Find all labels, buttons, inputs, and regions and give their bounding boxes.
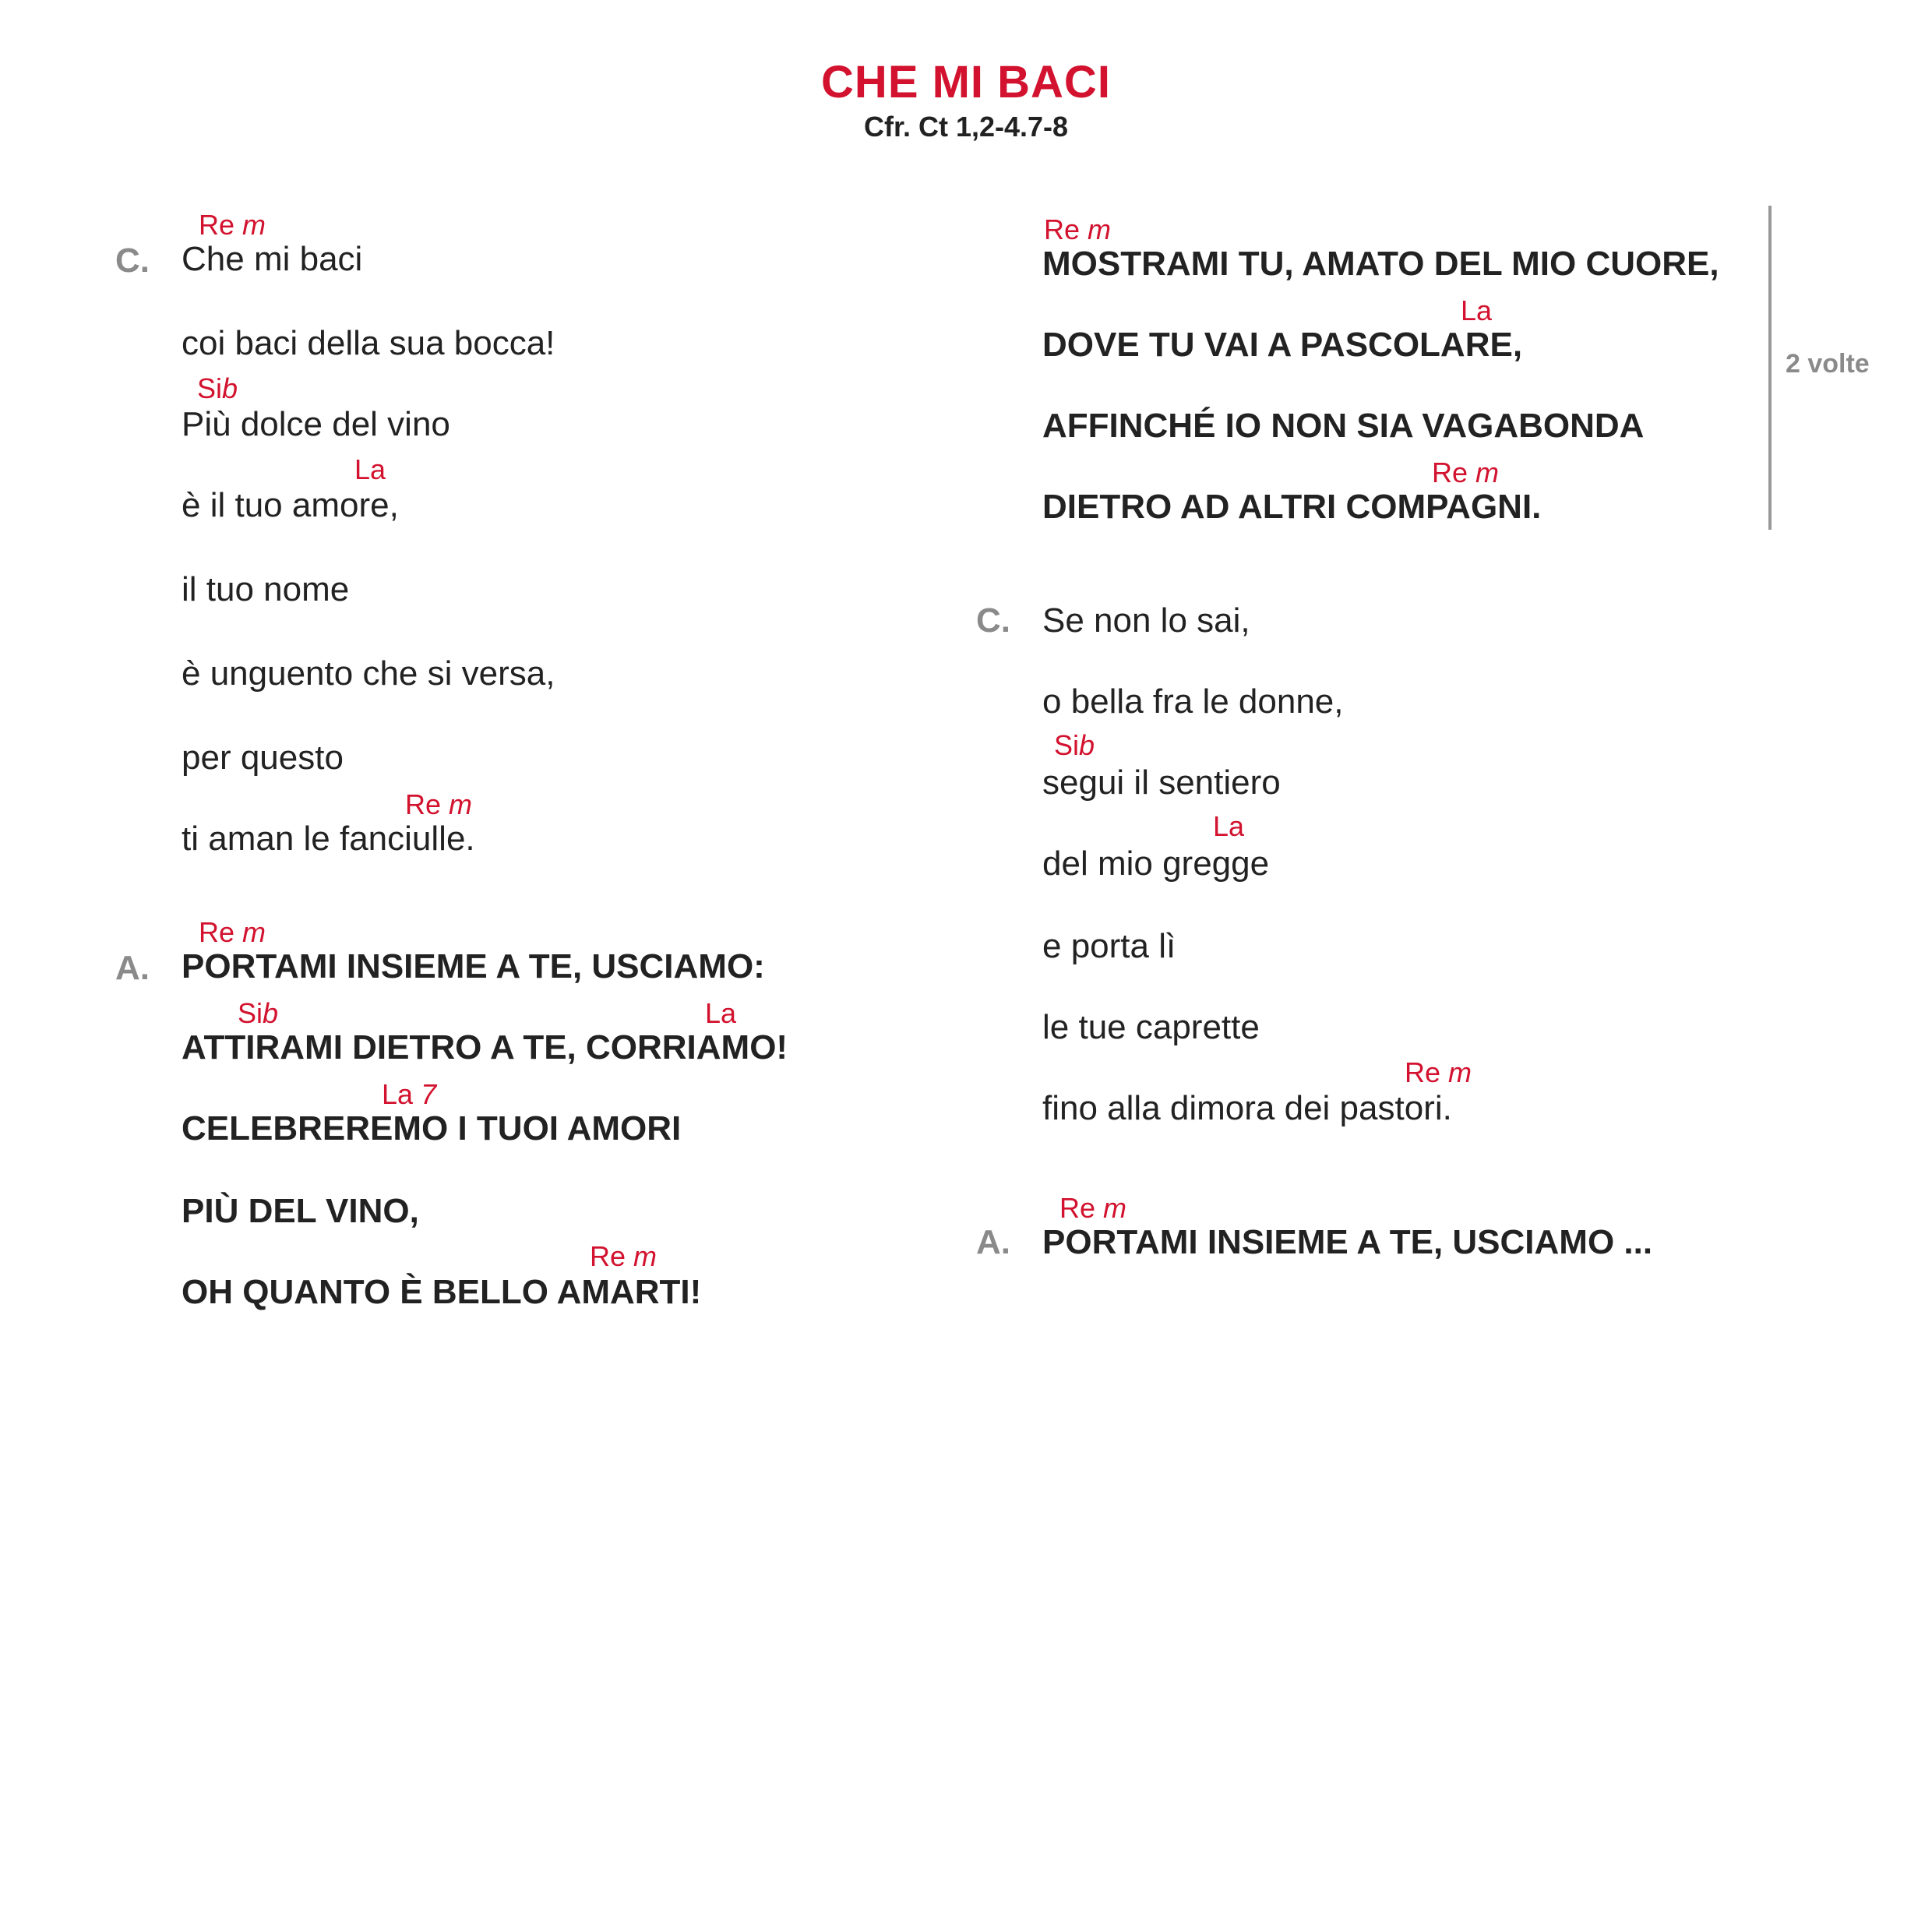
refrain-line: AFFINCHÉ IO NON SIA VAGABONDA (1042, 407, 1645, 445)
chord-la: La (1213, 810, 1245, 842)
chord-re-minor: Re m (1432, 457, 1500, 488)
refrain-line: DOVE TU VAI A PASCOLARE, (1042, 326, 1523, 364)
chord-si-flat: Sib (1054, 729, 1095, 761)
lyric-line: Se non lo sai, (1042, 601, 1250, 640)
scripture-reference: Cfr. Ct 1,2-4.7-8 (863, 111, 1069, 143)
refrain-line: PORTAMI INSIEME A TE, USCIAMO: (182, 947, 765, 985)
assembly-marker: A. (115, 949, 150, 987)
chord-re-minor: Re m (1405, 1056, 1472, 1088)
refrain-line: PORTAMI INSIEME A TE, USCIAMO ... (1042, 1223, 1653, 1261)
assembly-marker: A. (976, 1223, 1010, 1261)
lyric-line: è unguento che si versa, (182, 654, 555, 693)
chord-re-minor: Re m (199, 916, 266, 948)
chord-si-flat: Sib (238, 997, 279, 1029)
refrain-line: DIETRO AD ALTRI COMPAGNI. (1042, 488, 1542, 526)
lyric-line: segui il sentiero (1042, 763, 1281, 802)
lyric-line: fino alla dimora dei pastori. (1042, 1089, 1452, 1127)
chord-la: La (705, 997, 737, 1029)
chord-re-minor: Re m (199, 209, 266, 241)
refrain-line: ATTIRAMI DIETRO A TE, CORRIAMO! (182, 1028, 788, 1066)
chord-re-minor: Re m (1059, 1192, 1127, 1224)
lyric-line: del mio gregge (1042, 844, 1270, 883)
lyric-line: ti aman le fanciulle. (182, 820, 475, 858)
chord-re-minor: Re m (1044, 213, 1112, 245)
lyric-line: Che mi baci (182, 240, 363, 278)
refrain-line: MOSTRAMI TU, AMATO DEL MIO CUORE, (1042, 245, 1719, 283)
lyric-line: Più dolce del vino (182, 405, 450, 443)
refrain-line: OH QUANTO È BELLO AMARTI! (182, 1273, 702, 1311)
repeat-label: 2 volte (1786, 349, 1870, 379)
repeat-bracket (1768, 206, 1772, 530)
lyric-line: il tuo nome (182, 570, 350, 608)
song-title: CHE MI BACI (821, 57, 1111, 108)
lyric-line: o bella fra le donne, (1042, 682, 1344, 721)
chord-la: La (354, 453, 386, 485)
lyric-line: e porta lì (1042, 927, 1176, 965)
chord-re-minor: Re m (405, 788, 473, 820)
chord-la-7: La 7 (382, 1078, 437, 1110)
chord-si-flat: Sib (197, 372, 238, 404)
chord-re-minor: Re m (590, 1240, 658, 1272)
cantor-marker: C. (976, 601, 1010, 640)
refrain-line: PIÙ DEL VINO, (182, 1192, 419, 1230)
cantor-marker: C. (115, 242, 150, 280)
lyric-line: le tue caprette (1042, 1008, 1260, 1046)
lyric-line: è il tuo amore, (182, 486, 399, 524)
chord-la: La (1461, 294, 1493, 326)
refrain-line: CELEBREREMO I TUOI AMORI (182, 1109, 682, 1148)
lyric-line: per questo (182, 739, 344, 777)
lyric-line: coi baci della sua bocca! (182, 324, 555, 362)
